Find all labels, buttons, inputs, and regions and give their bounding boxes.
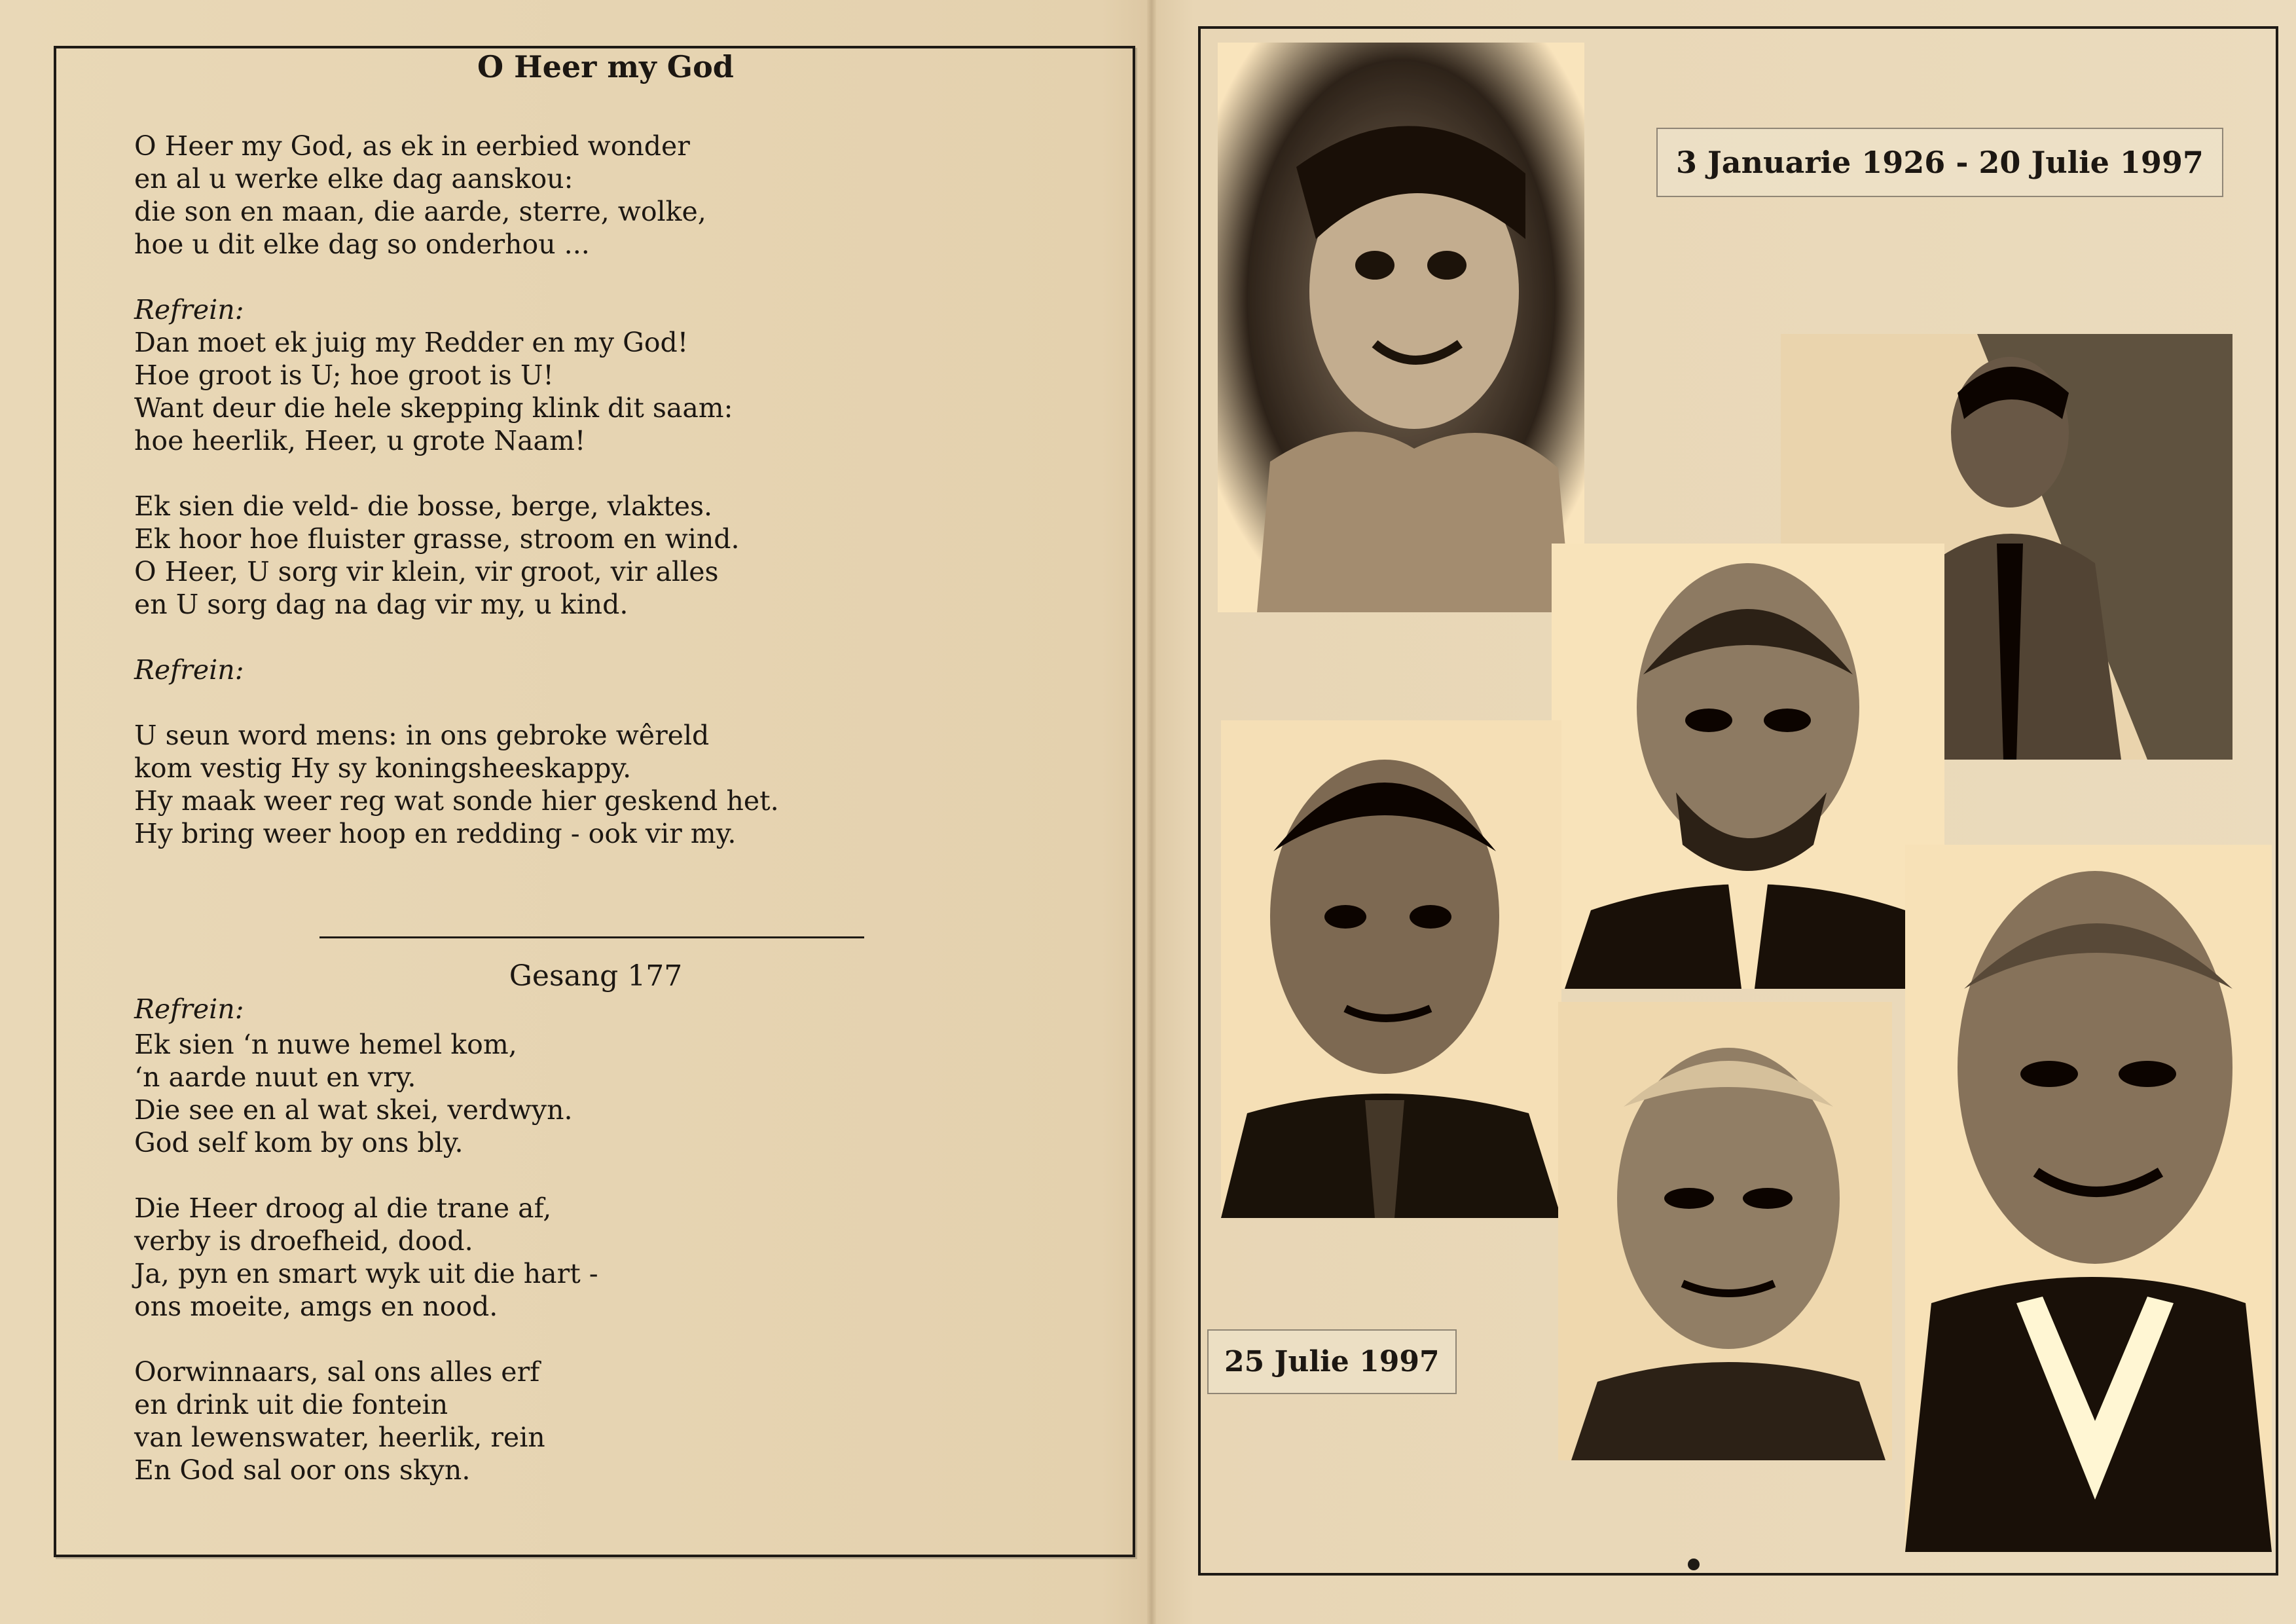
gesang-line: Die Heer droog al die trane af, (134, 1192, 552, 1224)
hymn-line: die son en maan, die aarde, sterre, wolke, (134, 196, 706, 227)
gesang-line: En God sal oor ons skyn. (134, 1454, 471, 1486)
center-fold (1147, 0, 1156, 1624)
portrait-photo-child (1218, 43, 1584, 612)
section-divider (319, 936, 864, 938)
portrait-photo-bearded (1552, 544, 1944, 989)
gesang-line: en drink uit die fontein (134, 1389, 448, 1420)
life-dates: 3 Januarie 1926 - 20 Julie 1997 (1656, 128, 2223, 197)
verse-line: kom vestig Hy sy koningsheeskappy. (134, 752, 632, 784)
verse-line: O Heer, U sorg vir klein, vir groot, vir alles (134, 556, 719, 587)
portrait-photo-old-man (1905, 845, 2272, 1552)
gesang-title: Gesang 177 (509, 959, 683, 993)
verse-line: Hy maak weer reg wat sonde hier geskend het. (134, 785, 779, 817)
verse-line: U seun word mens: in ons gebroke wêreld (134, 720, 710, 751)
verse-line: Ek hoor hoe fluister grasse, stroom en wind. (134, 523, 740, 555)
gesang-text (134, 1028, 1025, 1486)
gesang-line: Oorwinnaars, sal ons alles erf (134, 1356, 540, 1388)
refrain-label: Refrein: (134, 294, 244, 325)
hymn-line: en al u werke elke dag aanskou: (134, 163, 574, 194)
verse-line: en U sorg dag na dag vir my, u kind. (134, 589, 629, 620)
gesang-line: Die see en al wat skei, verdwyn. (134, 1094, 573, 1126)
hymn-line: hoe u dit elke dag so onderhou ... (134, 229, 590, 260)
verse-line: Hy bring weer hoop en redding - ook vir my. (134, 818, 737, 849)
gesang-line: God self kom by ons bly. (134, 1127, 464, 1158)
portrait-photo-elderly (1558, 1002, 1892, 1460)
hymn-line: O Heer my God, as ek in eerbied wonder (134, 130, 690, 162)
verse-line: Ek sien die veld- die bosse, berge, vlaktes. (134, 490, 713, 522)
hymn-title: O Heer my God (477, 49, 734, 84)
refrain-label: Refrein: (134, 654, 244, 686)
gesang-line: ons moeite, amgs en nood. (134, 1291, 498, 1322)
staple-mark (1688, 1559, 1700, 1570)
gesang-line: ‘n aarde nuut en vry. (134, 1061, 416, 1093)
refrain-line: Hoe groot is U; hoe groot is U! (134, 360, 554, 391)
right-page (1159, 0, 2296, 1624)
gesang-line: Ja, pyn en smart wyk uit die hart - (134, 1258, 598, 1289)
portrait-photo-suit (1221, 720, 1561, 1218)
service-date: 25 Julie 1997 (1207, 1329, 1457, 1394)
refrain-line: hoe heerlik, Heer, u grote Naam! (134, 425, 586, 456)
gesang-line: verby is droefheid, dood. (134, 1225, 473, 1257)
refrain-line: Want deur die hele skepping klink dit saam: (134, 392, 733, 424)
gesang-line: Ek sien ‘n nuwe hemel kom, (134, 1029, 517, 1060)
refrain-line: Dan moet ek juig my Redder en my God! (134, 327, 689, 358)
gesang-line: van lewenswater, heerlik, rein (134, 1422, 545, 1453)
refrain-label: Refrein: (134, 993, 244, 1025)
left-page (0, 0, 1146, 1624)
